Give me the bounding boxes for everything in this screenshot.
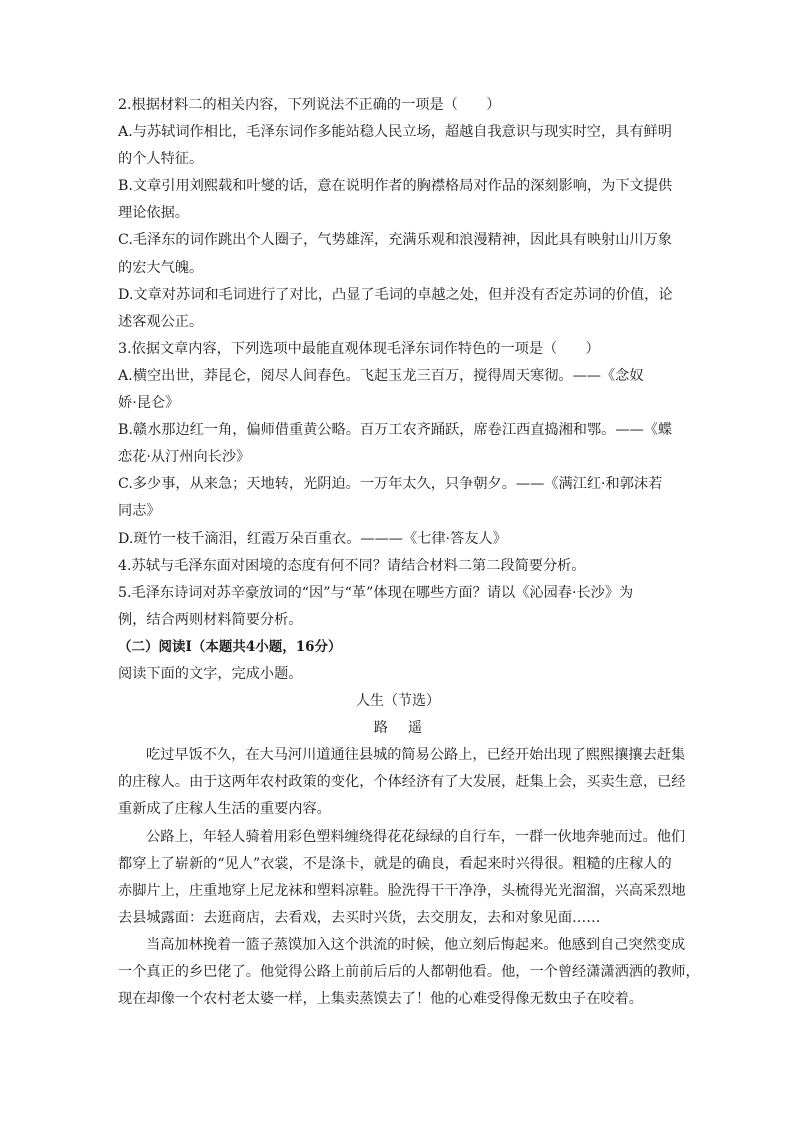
question-2-option-b: B.文章引用刘熙载和叶燮的话，意在说明作者的胸襟格局对作品的深刻影响，为下文提供 <box>118 178 673 195</box>
paragraph-1-line-1: 吃过早饭不久，在大马河川道通往县城的简易公路上，已经开始出现了熙熙攘攘去赶集 <box>146 747 686 764</box>
passage-author: 路遥 <box>373 720 443 737</box>
question-2-option-b-cont: 理论依据。 <box>118 205 189 222</box>
question-2-option-d: D.文章对苏词和毛词进行了对比，凸显了毛词的卓越之处，但并没有否定苏词的价值，论 <box>118 286 673 303</box>
question-3-option-d: D.斑竹一枝千滴泪，红霞万朵百重衣。———《七律·答友人》 <box>118 530 507 547</box>
paragraph-2-line-4: 去县城露面：去逛商店，去看戏，去买时兴货，去交朋友，去和对象见面…… <box>118 909 601 926</box>
question-3-option-a-cont: 娇·昆仑》 <box>118 395 180 412</box>
question-5: 5.毛泽东诗词对苏辛豪放词的“因”与“革”体现在哪些方面？请以《沁园春·长沙》为 <box>118 584 634 601</box>
question-2-option-a-cont: 的个人特征。 <box>118 151 204 168</box>
paragraph-2-line-2: 都穿上了崭新的“见人”衣裳，不是涤卡，就是的确良，看起来时兴得很。粗糙的庄稼人的 <box>118 855 672 872</box>
question-2-option-c-cont: 的宏大气魄。 <box>118 259 204 276</box>
question-2-option-a: A.与苏轼词作相比，毛泽东词作多能站稳人民立场，超越自我意识与现实时空，具有鲜明 <box>118 124 672 141</box>
document-page <box>118 92 700 1013</box>
question-3-option-b-cont: 恋花·从汀州向长沙》 <box>118 449 251 466</box>
question-4: 4.苏轼与毛泽东面对困境的态度有何不同？请结合材料二第二段简要分析。 <box>118 557 586 574</box>
paragraph-3-line-1: 当高加林挽着一篮子蒸馍加入这个洪流的时候，他立刻后悔起来。他感到自己突然变成 <box>146 936 686 953</box>
section-heading: （二）阅读Ⅰ（本题共4小题，16分） <box>118 638 342 655</box>
question-2-option-d-cont: 述客观公正。 <box>118 313 204 330</box>
question-3-option-a: A.横空出世，莽昆仑，阅尽人间春色。飞起玉龙三百万，搅得周天寒彻。——《念奴 <box>118 367 644 384</box>
question-3-stem: 3.依据文章内容，下列选项中最能直观体现毛泽东词作特色的一项是（ ） <box>118 340 600 357</box>
question-2-option-c: C.毛泽东的词作跳出个人圈子，气势雄浑，充满乐观和浪漫精神，因此具有映射山川万象 <box>118 232 672 249</box>
question-3-option-b: B.赣水那边红一角，偏师借重黄公略。百万工农齐踊跃，席卷江西直捣湘和鄂。——《蝶 <box>118 422 673 439</box>
paragraph-3-line-3: 现在却像一个农村老太婆一样，上集卖蒸馍去了！他的心难受得像无数虫子在咬着。 <box>118 991 643 1008</box>
paragraph-3-line-2: 一个真正的乡巴佬了。他觉得公路上前前后后的人都朝他看。他，一个曾经潇潇洒洒的教师， <box>118 964 700 980</box>
paragraph-1-line-2: 的庄稼人。由于这两年农村政策的变化，个体经济有了大发展，赶集上会，买卖生意，已经 <box>118 774 686 791</box>
paragraph-2-line-3: 赤脚片上，庄重地穿上尼龙袜和塑料凉鞋。脸洗得干干净净，头梳得光光溜溜，兴高采烈地 <box>118 882 686 899</box>
section-instruction: 阅读下面的文字，完成小题。 <box>118 665 303 682</box>
paragraph-2-line-1: 公路上，年轻人骑着用彩色塑料缠绕得花花绿绿的自行车，一群一伙地奔驰而过。他们 <box>146 828 686 845</box>
question-5-cont: 例，结合两则材料简要分析。 <box>118 611 303 628</box>
passage-title: 人生（节选） <box>356 693 440 710</box>
paragraph-1-line-3: 重新成了庄稼人生活的重要内容。 <box>118 801 331 818</box>
question-3-option-c: C.多少事，从来急；天地转，光阴迫。一万年太久，只争朝夕。——《满江红·和郭沫若 <box>118 476 663 493</box>
question-3-option-c-cont: 同志》 <box>118 503 161 520</box>
question-2-stem: 2.根据材料二的相关内容，下列说法不正确的一项是（ ） <box>118 97 501 113</box>
